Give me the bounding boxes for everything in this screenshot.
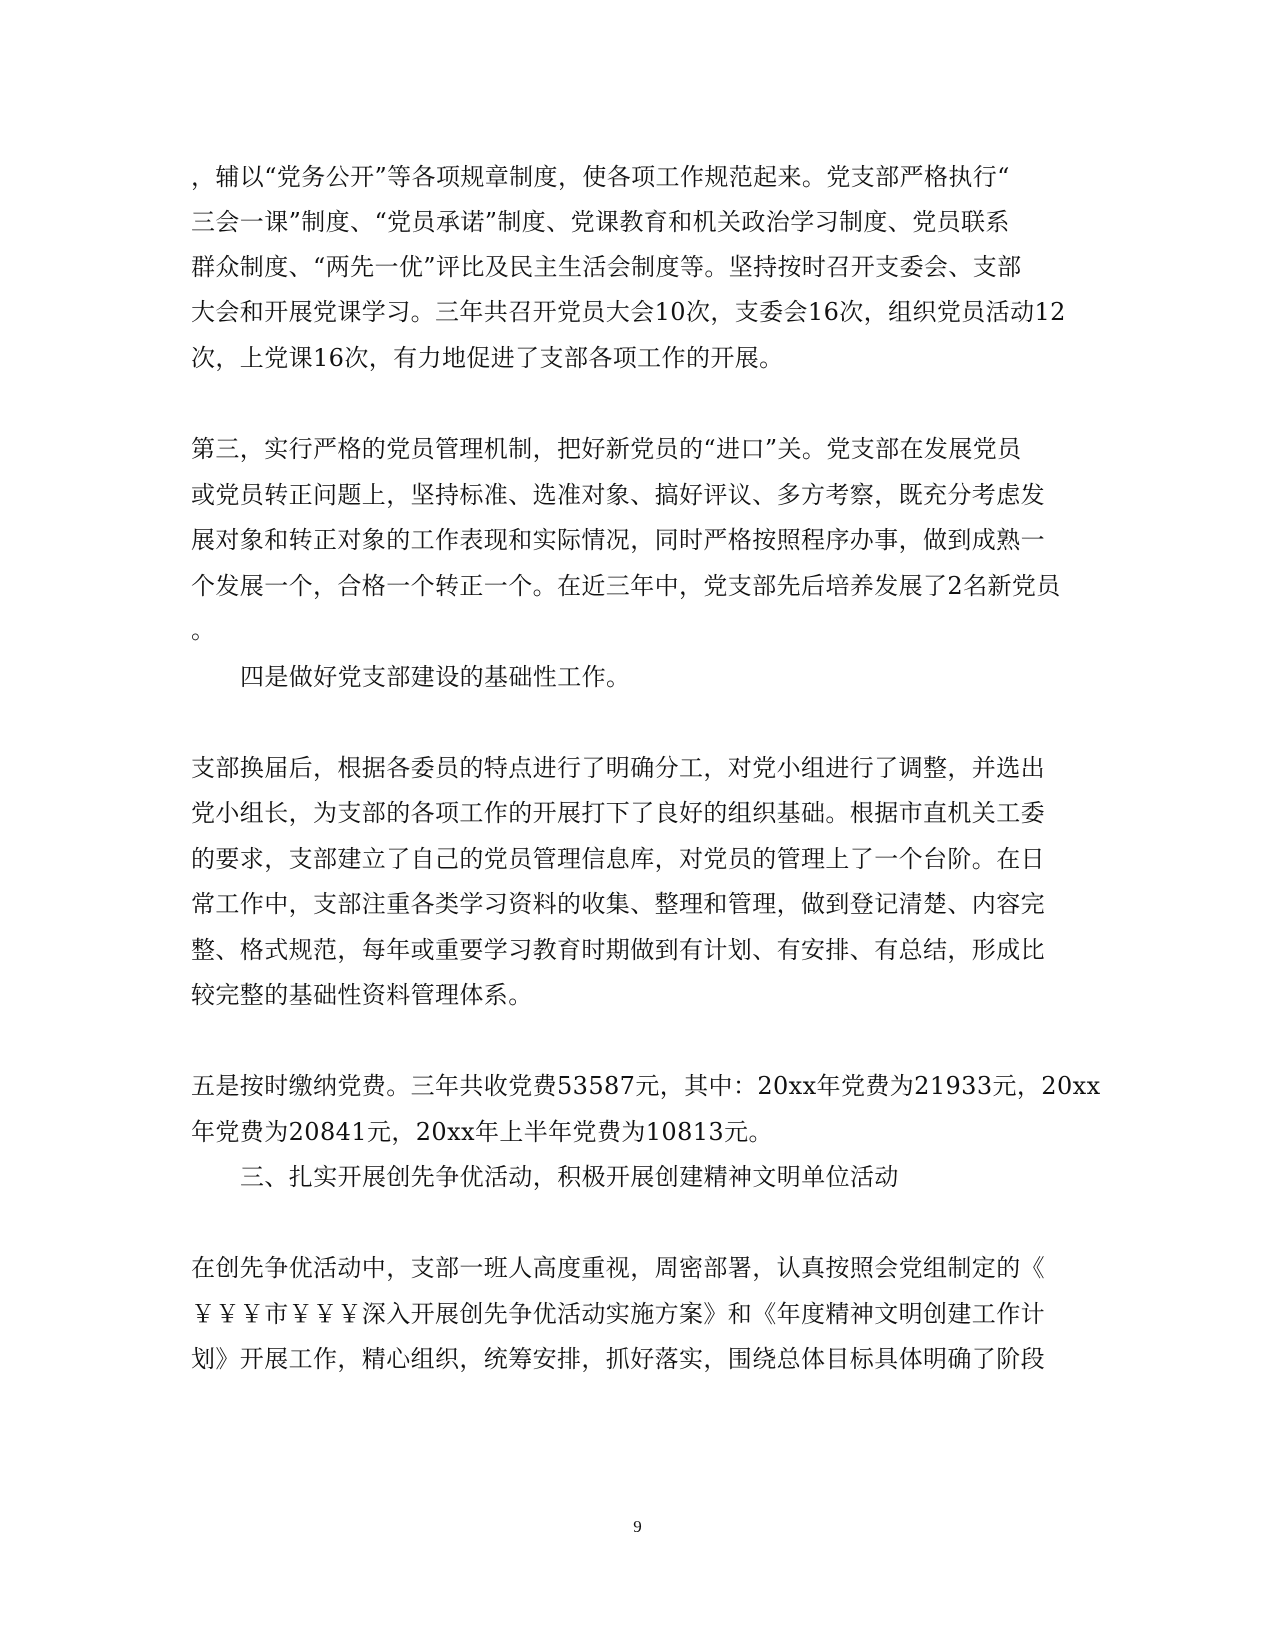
text-line: 五是按时缴纳党费。三年共收党费53587元，其中：20xx年党费为21933元，20xx [191, 1072, 1101, 1100]
text-line: 大会和开展党课学习。三年共召开党员大会10次，支委会16次，组织党员活动12 [191, 298, 1066, 326]
page-number: 9 [633, 1517, 642, 1536]
text-line: 党小组长，为支部的各项工作的开展打下了良好的组织基础。根据市直机关工委 [191, 799, 1045, 827]
text-line: 展对象和转正对象的工作表现和实际情况，同时严格按照程序办事，做到成熟一 [191, 526, 1045, 554]
text-line: 常工作中，支部注重各类学习资料的收集、整理和管理，做到登记清楚、内容完 [191, 890, 1045, 918]
text-line: 整、格式规范，每年或重要学习教育时期做到有计划、有安排、有总结，形成比 [191, 936, 1045, 964]
text-line: 在创先争优活动中，支部一班人高度重视，周密部署，认真按照会党组制定的《 [191, 1254, 1045, 1282]
text-line: 支部换届后，根据各委员的特点进行了明确分工，对党小组进行了调整，并选出 [191, 754, 1045, 782]
section-heading: 三、扎实开展创先争优活动，积极开展创建精神文明单位活动 [240, 1163, 899, 1191]
text-line: 个发展一个，合格一个转正一个。在近三年中，党支部先后培养发展了2名新党员 [191, 572, 1061, 600]
text-line: 年党费为20841元，20xx年上半年党费为10813元。 [191, 1118, 773, 1146]
text-line: 三会一课”制度、“党员承诺”制度、党课教育和机关政治学习制度、党员联系 [191, 208, 1010, 236]
text-line: 。 [191, 616, 216, 644]
text-line: 群众制度、“两先一优”评比及民主生活会制度等。坚持按时召开支委会、支部 [191, 253, 1022, 281]
text-line: 的要求，支部建立了自己的党员管理信息库，对党员的管理上了一个台阶。在日 [191, 845, 1045, 873]
text-line: 次，上党课16次，有力地促进了支部各项工作的开展。 [191, 344, 784, 372]
text-line: 或党员转正问题上，坚持标准、选准对象、搞好评议、多方考察，既充分考虑发 [191, 481, 1045, 509]
text-line: ，辅以“党务公开”等各项规章制度，使各项工作规范起来。党支部严格执行“ [191, 163, 1010, 191]
section-heading: 四是做好党支部建设的基础性工作。 [240, 663, 631, 691]
text-line: ￥￥￥市￥￥￥深入开展创先争优活动实施方案》和《年度精神文明创建工作计 [191, 1300, 1045, 1328]
text-line: 划》开展工作，精心组织，统筹安排，抓好落实，围绕总体目标具体明确了阶段 [191, 1345, 1045, 1373]
text-line: 第三，实行严格的党员管理机制，把好新党员的“进口”关。党支部在发展党员 [191, 435, 1022, 463]
text-line: 较完整的基础性资料管理体系。 [191, 981, 533, 1009]
